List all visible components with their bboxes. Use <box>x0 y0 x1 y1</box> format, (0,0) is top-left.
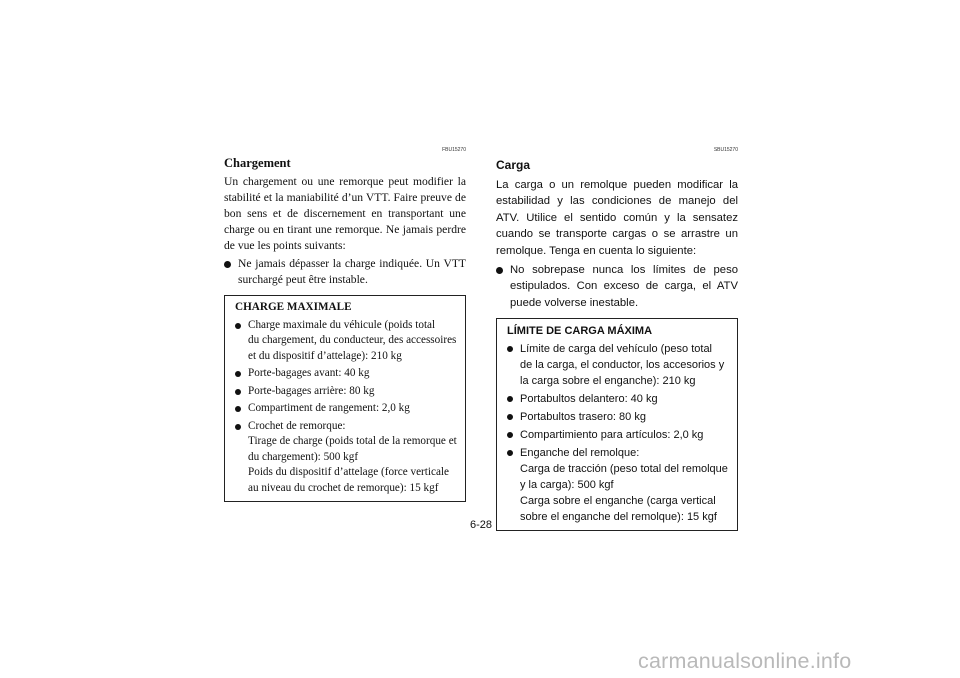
box-title: LÍMITE DE CARGA MÁXIMA <box>507 325 653 338</box>
box-item-line: Límite de carga del vehículo (peso total <box>520 343 713 356</box>
box-item-line: du chargement): 500 kgf <box>248 450 359 463</box>
bullet-icon <box>235 406 241 412</box>
bullet-icon <box>235 371 241 377</box>
box-item <box>507 391 727 407</box>
box-item <box>235 384 455 400</box>
box-item <box>235 401 455 417</box>
section-heading: Chargement <box>224 156 291 170</box>
bullet-icon <box>507 432 513 438</box>
box-item-line: Portabultos delantero: 40 kg <box>520 393 658 406</box>
box-item-line: Porte-bagages avant: 40 kg <box>248 367 370 379</box>
box-item-line: au niveau du crochet de remorque): 15 kgf <box>248 481 439 494</box>
box-item <box>507 409 727 425</box>
intro-paragraph: La carga o un remolque pueden modificar la estabilidad y las condiciones de manejo del ATV. Utilice el sentido común y la sensatez cuando se transporte cargas o se arrastre un remolque. Tenga en cuenta lo siguiente: <box>496 178 738 257</box>
box-item-line: Compartiment de rangement: 2,0 kg <box>248 402 410 414</box>
section-heading: Carga <box>496 158 531 172</box>
box-item-line: Porte-bagages arrière: 80 kg <box>248 384 375 397</box>
spanish-column <box>496 147 738 531</box>
max-load-box <box>224 295 466 502</box>
section-code: SBU15270 <box>713 147 738 153</box>
box-item-line: la carga sobre el enganche): 210 kg <box>520 375 696 388</box>
box-item-line: Carga de tracción (peso total del remolque <box>520 463 728 476</box>
box-item-line: Tirage de charge (poids total de la remorque et <box>248 435 457 447</box>
box-item <box>507 341 727 389</box>
box-item-line: du chargement, du conducteur, des accessoires <box>248 334 457 346</box>
french-column <box>224 147 466 502</box>
box-item-line: y la carga): 500 kgf <box>520 479 614 492</box>
bullet-icon <box>507 450 513 456</box>
box-item-line: Compartimiento para artículos: 2,0 kg <box>520 429 704 442</box>
box-item-line: Poids du dispositif d’attelage (force verticale <box>248 466 449 478</box>
watermark-text: carmanualsonline.info <box>638 649 852 673</box>
box-title: CHARGE MAXIMALE <box>235 301 352 313</box>
intro-paragraph: Un chargement ou une remorque peut modifier la stabilité et la maniabilité d’un VTT. Faire preuve de bon sens et de discernement en transportant une charge ou en tirant une remorque. Ne jamais perdre de vue les points suivants: <box>224 175 466 252</box>
box-item <box>235 419 455 497</box>
bullet-icon <box>507 396 513 402</box>
box-item <box>507 427 727 443</box>
max-load-box <box>496 318 738 531</box>
box-item-line: Crochet de remorque: <box>248 419 346 432</box>
bullet-icon <box>507 346 513 352</box>
box-item-line: sobre el enganche del remolque): 15 kgf <box>520 511 717 524</box>
box-item-line: Charge maximale du véhicule (poids total <box>248 318 436 331</box>
box-item <box>235 318 455 365</box>
bullet-icon <box>235 389 241 395</box>
bullet-icon <box>496 267 503 274</box>
box-item-line: Carga sobre el enganche (carga vertical <box>520 495 716 508</box>
bullet-icon <box>235 424 241 430</box>
bullet-text: No sobrepase nunca los límites de peso estipulados. Con exceso de carga, el ATV puede volverse inestable. <box>510 263 738 309</box>
bullet-icon <box>224 261 231 268</box>
box-item-line: Portabultos trasero: 80 kg <box>520 411 646 424</box>
bullet-icon <box>507 414 513 420</box>
bullet-item <box>496 262 738 312</box>
section-code: FBU15270 <box>442 147 466 153</box>
bullet-text: Ne jamais dépasser la charge indiquée. Un VTT surchargé peut être instable. <box>238 257 466 286</box>
bullet-icon <box>235 323 241 329</box>
box-item <box>507 445 727 525</box>
page-number: 6-28 <box>469 519 493 531</box>
box-item <box>235 366 455 382</box>
box-item-line: Enganche del remolque: <box>520 447 640 460</box>
box-item-line: de la carga, el conductor, los accesorios y <box>520 359 725 372</box>
bullet-item <box>224 256 466 288</box>
box-item-line: et du dispositif d’attelage): 210 kg <box>248 349 402 362</box>
